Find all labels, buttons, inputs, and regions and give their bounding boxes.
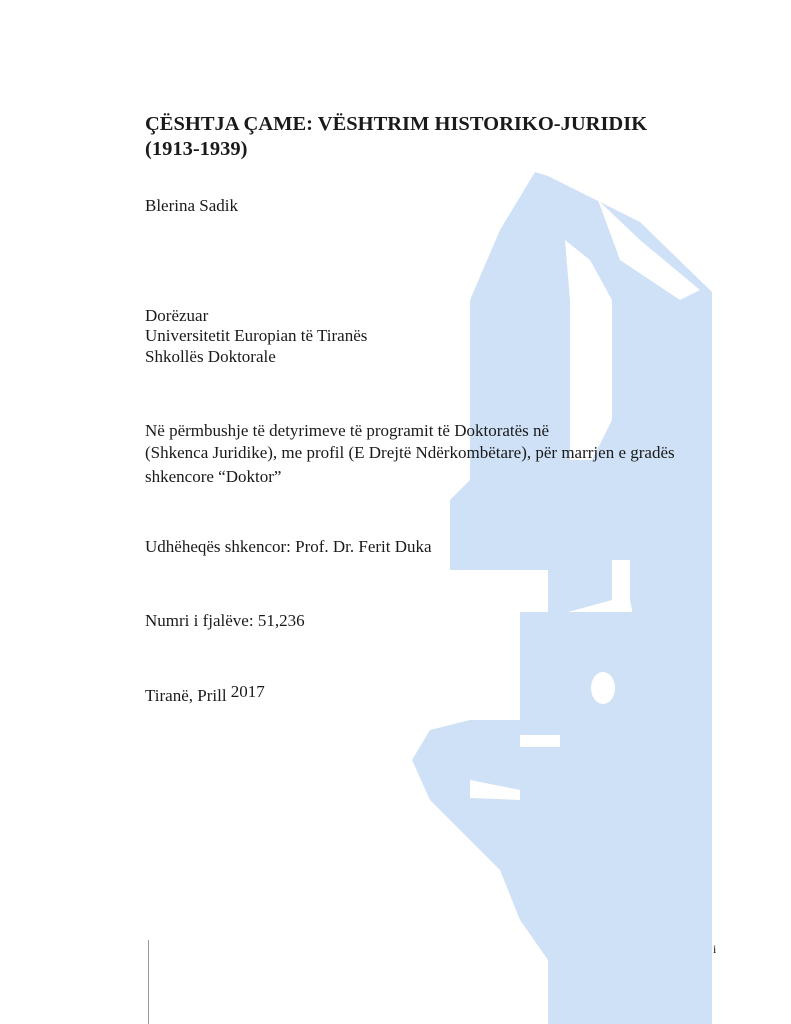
university-name: Universitetit Europian të Tiranës bbox=[145, 326, 368, 345]
document-title: ÇËSHTJA ÇAME: VËSHTRIM HISTORIKO-JURIDIK (1913-1939) bbox=[145, 113, 648, 160]
place-month: Tiranë, Prill bbox=[145, 686, 227, 705]
fulfillment-line-1: Në përmbushje të detyrimeve të programit të Doktoratës në bbox=[145, 421, 550, 440]
word-count-line: Numri i fjalëve: 51,236 bbox=[145, 611, 305, 630]
page-number: i bbox=[713, 942, 717, 956]
supervisor-line: Udhëheqës shkencor: Prof. Dr. Ferit Duka bbox=[145, 537, 432, 556]
fulfillment-line-3: shkencore “Doktor” bbox=[145, 467, 282, 486]
year: 2017 bbox=[230, 682, 265, 701]
fulfillment-line-2: (Shkenca Juridike), me profil (E Drejtë Ndërkombëtare), për marrjen e gradës bbox=[145, 443, 675, 462]
place-date-line bbox=[145, 682, 265, 706]
footer-divider bbox=[148, 940, 149, 1024]
author-name: Blerina Sadik bbox=[145, 196, 239, 215]
school-name: Shkollës Doktorale bbox=[145, 347, 276, 366]
submitted-label: Dorëzuar bbox=[145, 306, 209, 325]
